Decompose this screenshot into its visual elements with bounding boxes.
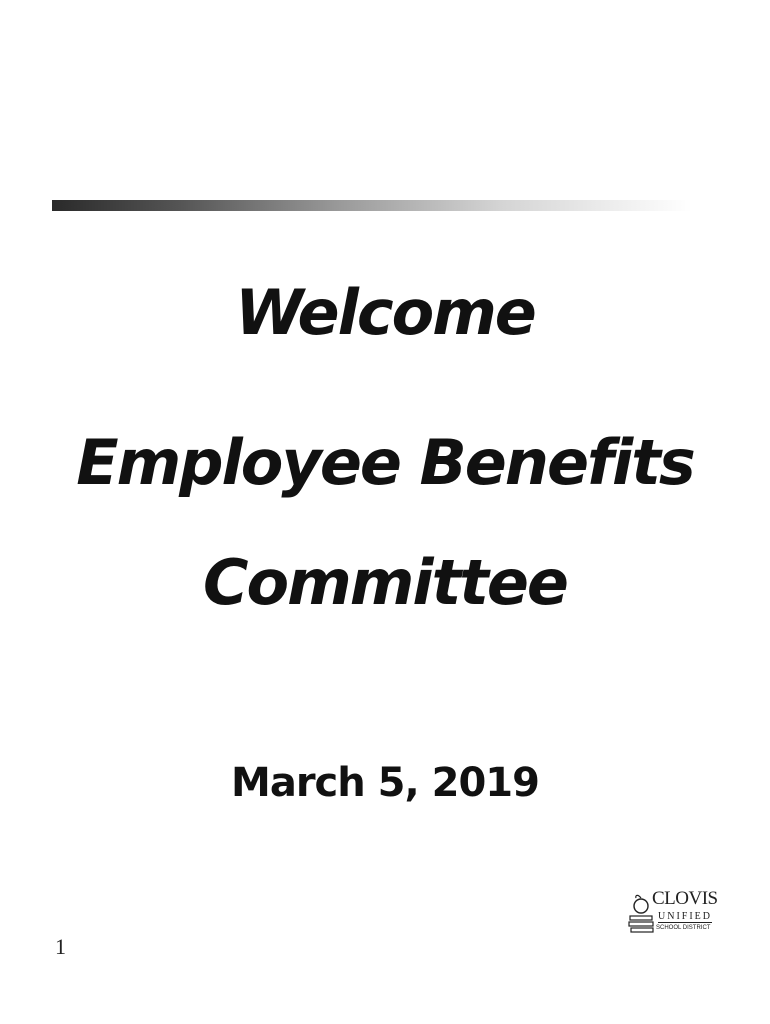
apple-on-books-icon [628,892,654,940]
logo-wordmark: CLOVIS [652,888,718,909]
welcome-heading: Welcome [235,276,535,349]
district-logo [628,888,718,940]
logo-unified: UNIFIED [658,911,712,922]
meeting-date: March 5, 2019 [231,760,539,806]
logo-school-district: SCHOOL DISTRICT [656,925,711,931]
header-gradient-rule [52,200,692,211]
title-line-employee-benefits: Employee Benefits [76,426,694,499]
page-number: 1 [55,934,66,959]
title-line-committee: Committee [203,546,567,619]
